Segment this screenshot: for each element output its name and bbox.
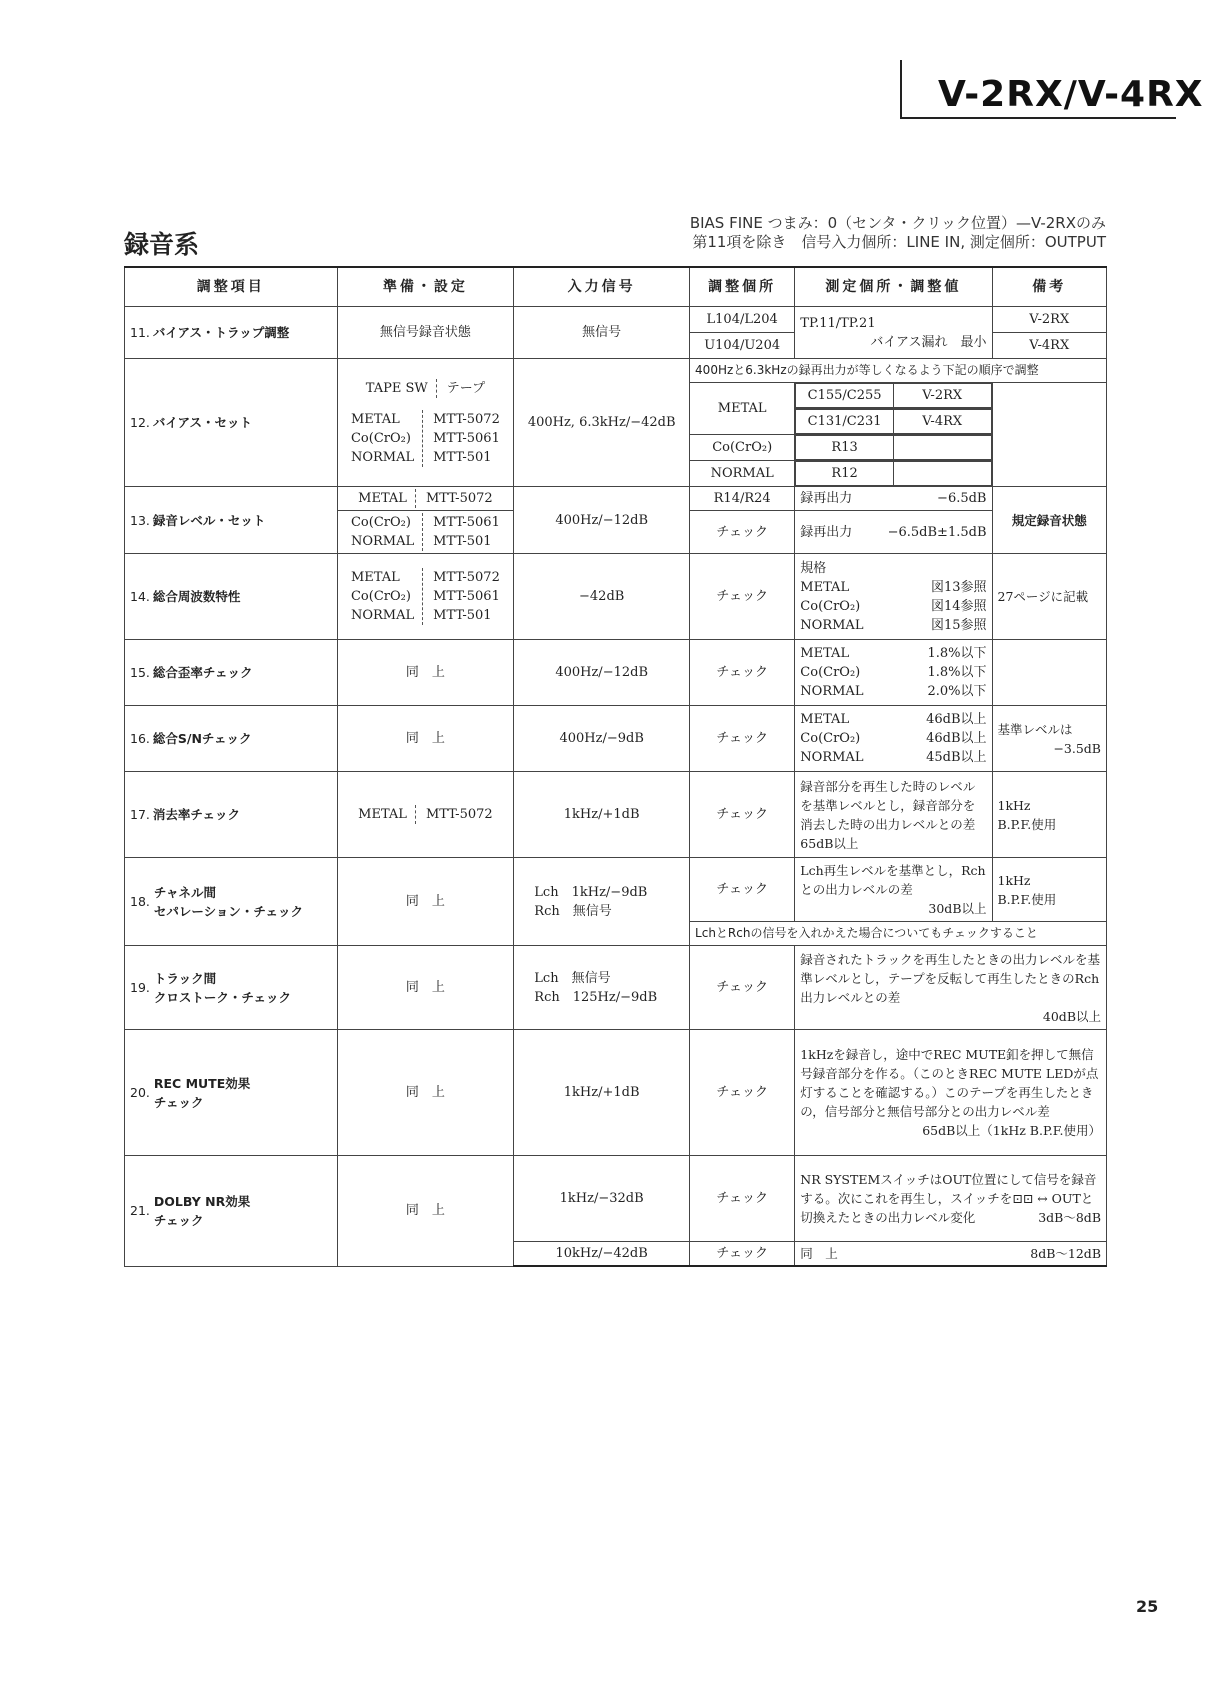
- measure-text: 同 上: [800, 1246, 838, 1261]
- item-label: セパレーション・チェック: [153, 903, 304, 919]
- swap-note: LchとRchの信号を入れかえた場合についてもチェックすること: [690, 922, 1107, 946]
- measure-cell: [795, 409, 992, 435]
- point-cell: チェック: [690, 1156, 795, 1242]
- input-line: Rch 無信号: [534, 903, 612, 919]
- remarks-cell: V-2RX: [992, 307, 1107, 333]
- point-cell: チェック: [690, 511, 795, 554]
- point-cell: チェック: [690, 946, 795, 1030]
- adjust-part: R13: [796, 436, 894, 460]
- item-cell: [125, 1156, 338, 1267]
- col-header-measure: 測定個所・調整値: [795, 267, 992, 307]
- item-cell: [125, 307, 338, 359]
- setting-cell: [337, 554, 514, 640]
- tape-type: Co(CrO₂): [350, 515, 411, 530]
- item-number: 13.: [130, 512, 150, 528]
- spec-value: 1.8%以下: [927, 665, 987, 680]
- setting-cell: 同 上: [337, 1030, 514, 1156]
- measure-cell: [795, 640, 992, 706]
- note-signal-points: 第11項を除き 信号入力個所：LINE IN, 測定個所：OUTPUT: [692, 233, 1106, 251]
- item-label: トラック間: [153, 970, 217, 986]
- measure-cell: [795, 461, 992, 487]
- setting-cell: 無信号録音状態: [337, 307, 514, 359]
- adjust-part: C155/C255: [796, 384, 894, 408]
- adjust-model: V-4RX: [893, 410, 991, 434]
- remarks-line: 基準レベルは: [997, 721, 1073, 737]
- point-cell: チェック: [690, 1242, 795, 1267]
- measure-text: 録音されたトラックを再生したときの出力レベルを基準レベルとし，テープを反転して再生したときのRch出力レベルとの差: [800, 951, 1101, 1005]
- adjust-model: V-2RX: [893, 384, 991, 408]
- tape-type: NORMAL: [350, 534, 415, 549]
- spec-tape: Co(CrO₂): [800, 598, 861, 614]
- input-cell: 400Hz/−9dB: [514, 706, 690, 772]
- setting-cell: 同 上: [337, 1156, 514, 1267]
- tape-type: METAL: [358, 491, 407, 506]
- remarks-line: 1kHz: [997, 872, 1031, 888]
- point-cell: METAL: [690, 383, 795, 435]
- input-cell: 1kHz/−32dB: [514, 1156, 690, 1242]
- input-cell: −42dB: [514, 554, 690, 640]
- spec-value: 45dB以上: [926, 750, 987, 765]
- test-tape: MTT-5072: [433, 411, 500, 427]
- point-cell: チェック: [690, 554, 795, 640]
- measure-value: −6.5dB±1.5dB: [887, 524, 987, 540]
- remarks-cell: [992, 706, 1107, 772]
- remarks-cell: 27ページに記載: [992, 554, 1107, 640]
- tape-type: METAL: [350, 411, 400, 427]
- item-number: 20.: [130, 1085, 150, 1100]
- item-cell: [125, 706, 338, 772]
- item-number: 12.: [130, 415, 150, 430]
- remarks-cell: [992, 383, 1107, 487]
- point-cell: チェック: [690, 706, 795, 772]
- item-label: 総合周波数特性: [152, 589, 241, 604]
- measure-value: 8dB〜12dB: [1030, 1246, 1101, 1261]
- item-number: 17.: [130, 807, 150, 822]
- spec-tape: METAL: [800, 646, 850, 661]
- item-label: バイアス・トラップ調整: [152, 325, 290, 340]
- col-header-point: 調整個所: [690, 267, 795, 307]
- item-label: 総合S/Nチェック: [152, 731, 252, 746]
- tape-type: NORMAL: [350, 608, 415, 623]
- table-row: [125, 1156, 1107, 1242]
- measure-cell: [795, 383, 992, 409]
- table-row: [125, 640, 1107, 706]
- input-cell: 400Hz/−12dB: [514, 640, 690, 706]
- adjustment-table: [124, 266, 1107, 1267]
- measure-label: 録再出力: [800, 524, 853, 540]
- adjust-part: R12: [796, 462, 894, 486]
- point-cell: R14/R24: [690, 487, 795, 511]
- point-cell: チェック: [690, 1030, 795, 1156]
- item-cell: [125, 554, 338, 640]
- measure-point: TP.11/TP.21: [800, 315, 876, 331]
- measure-text: 1kHzを録音し，途中でREC MUTE釦を押して無信号録音部分を作る。（このときREC MUTE LEDが点灯することを確認する。）このテープを再生したときの，信号部分と無信号部分との出力レベル差: [800, 1047, 1099, 1119]
- measure-value: −6.5dB: [937, 491, 987, 506]
- measure-value: 65dB以上（1kHz B.P.F.使用）: [922, 1123, 1101, 1138]
- test-tape: MTT-5072: [415, 805, 493, 824]
- item-cell: [125, 487, 338, 554]
- input-cell: 10kHz/−42dB: [514, 1242, 690, 1267]
- table-row: [125, 307, 1107, 333]
- input-cell: [514, 858, 690, 946]
- measure-cell: [795, 511, 992, 554]
- spec-tape: Co(CrO₂): [800, 731, 861, 746]
- measure-value: バイアス漏れ 最小: [870, 334, 987, 350]
- item-cell: [125, 946, 338, 1030]
- title-rule: [900, 117, 1176, 119]
- remarks-cell: [992, 772, 1107, 858]
- spec-tape: NORMAL: [800, 684, 864, 699]
- item-label: チェック: [153, 1212, 204, 1228]
- point-cell: NORMAL: [690, 461, 795, 487]
- test-tape: MTT-5061: [433, 430, 500, 446]
- spec-value: 図13参照: [930, 579, 987, 595]
- tape-sw-row: [343, 379, 509, 398]
- input-cell: 無信号: [514, 307, 690, 359]
- measure-value: 30dB以上: [928, 901, 987, 916]
- table-header-row: [125, 267, 1107, 307]
- item-number: 18.: [130, 894, 150, 909]
- remarks-line: B.P.F.使用: [997, 891, 1057, 907]
- item-cell: [125, 640, 338, 706]
- table-row: [125, 359, 1107, 383]
- remarks-line: B.P.F.使用: [997, 816, 1057, 832]
- test-tape: MTT-5061: [433, 589, 500, 604]
- measure-text: 録音部分を再生した時のレベルを基準レベルとし，録音部分を消去した時の出力レベルとの差: [800, 778, 976, 832]
- measure-cell: [795, 435, 992, 461]
- item-label: チェック: [153, 1094, 204, 1110]
- spec-value: 46dB以上: [926, 712, 987, 727]
- item-cell: [125, 1030, 338, 1156]
- measure-cell: [795, 1156, 1107, 1242]
- point-cell: U104/U204: [690, 333, 795, 359]
- remarks-cell: [992, 858, 1107, 922]
- spec-value: 2.0%以下: [927, 684, 987, 699]
- page-number: 25: [1136, 1597, 1159, 1616]
- setting-cell: [337, 511, 514, 554]
- table-row: [125, 1030, 1107, 1156]
- setting-cell: 同 上: [337, 706, 514, 772]
- input-line: Lch 1kHz/−9dB: [534, 884, 648, 900]
- measure-cell: [795, 307, 992, 359]
- table-row: [125, 772, 1107, 858]
- col-header-item: 調整項目: [125, 267, 338, 307]
- input-cell: 400Hz, 6.3kHz/−42dB: [514, 359, 690, 487]
- table-row: [125, 858, 1107, 922]
- col-header-remarks: 備考: [992, 267, 1107, 307]
- section-title: 録音系: [124, 230, 200, 259]
- tape-list: [343, 410, 509, 467]
- item-label: 消去率チェック: [152, 807, 241, 822]
- remarks-cell: [992, 640, 1107, 706]
- item-cell: [125, 359, 338, 487]
- measure-cell: [795, 1030, 1107, 1156]
- measure-cell: [795, 772, 992, 858]
- adjust-part: C131/C231: [796, 410, 894, 434]
- test-tape: MTT-5072: [433, 570, 500, 585]
- point-cell: チェック: [690, 772, 795, 858]
- col-header-setting: 準備・設定: [337, 267, 514, 307]
- setting-cell: [337, 487, 514, 511]
- test-tape: MTT-501: [433, 534, 492, 549]
- item-label: バイアス・セット: [152, 415, 253, 430]
- point-cell: Co(CrO₂): [690, 435, 795, 461]
- measure-cell: [795, 554, 992, 640]
- point-cell: チェック: [690, 858, 795, 922]
- tape-type: METAL: [358, 807, 407, 822]
- item-label: 総合歪率チェック: [152, 665, 253, 680]
- item-label: DOLBY NR効果: [153, 1193, 251, 1209]
- spec-value: 図15参照: [930, 617, 987, 633]
- spec-tape: METAL: [800, 579, 850, 595]
- item-label: 録音レベル・セット: [152, 512, 266, 528]
- setting-cell: [337, 772, 514, 858]
- tape-sw-value: テープ: [436, 379, 485, 398]
- setting-cell: 同 上: [337, 946, 514, 1030]
- setting-cell: [337, 359, 514, 487]
- bias-set-banner: 400Hzと6.3kHzの録再出力が等しくなるよう下記の順序で調整: [690, 359, 1107, 383]
- measure-cell: [795, 946, 1107, 1030]
- measure-value: 40dB以上: [1042, 1008, 1101, 1024]
- item-number: 16.: [130, 731, 150, 746]
- point-cell: チェック: [690, 640, 795, 706]
- measure-text: Lch再生レベルを基準とし，Rchとの出力レベルの差: [800, 863, 986, 897]
- item-label: クロストーク・チェック: [153, 989, 292, 1005]
- table-row: [125, 706, 1107, 772]
- spec-tape: NORMAL: [800, 750, 864, 765]
- measure-text: NR SYSTEMスイッチはOUT位置にして信号を録音する。次にこれを再生し，スイッチを⊡⊡ ↔ OUTと切換えたときの出力レベル変化: [800, 1172, 1097, 1225]
- input-line: Rch 125Hz/−9dB: [534, 989, 658, 1005]
- test-tape: MTT-501: [433, 449, 492, 465]
- table-row: [125, 946, 1107, 1030]
- input-cell: 1kHz/+1dB: [514, 772, 690, 858]
- spec-value: 1.8%以下: [927, 646, 987, 661]
- item-number: 15.: [130, 665, 150, 680]
- note-bias-fine: BIAS FINE つまみ：0（センタ・クリック位置）—V-2RXのみ: [689, 214, 1106, 232]
- spec-tape: Co(CrO₂): [800, 665, 861, 680]
- table-row: [125, 554, 1107, 640]
- item-cell: [125, 858, 338, 946]
- spec-label: 規格: [800, 560, 827, 576]
- remarks-line: −3.5dB: [1053, 740, 1101, 756]
- test-tape: MTT-501: [433, 608, 492, 623]
- item-cell: [125, 772, 338, 858]
- tape-type: Co(CrO₂): [350, 589, 411, 604]
- tape-type: METAL: [350, 570, 400, 585]
- setting-cell: 同 上: [337, 640, 514, 706]
- measure-value: 65dB以上: [800, 835, 859, 851]
- item-label: チャネル間: [153, 884, 217, 900]
- measure-cell: [795, 858, 992, 922]
- input-line: Lch 無信号: [534, 970, 611, 986]
- table-row: [125, 487, 1107, 511]
- measure-cell: [795, 487, 992, 511]
- measure-cell: [795, 1242, 1107, 1267]
- item-number: 14.: [130, 589, 150, 604]
- remarks-cell: V-4RX: [992, 333, 1107, 359]
- spec-value: 図14参照: [930, 598, 987, 614]
- col-header-input: 入力信号: [514, 267, 690, 307]
- title-rule: [900, 60, 902, 118]
- point-cell: L104/L204: [690, 307, 795, 333]
- input-cell: [514, 946, 690, 1030]
- spec-tape: NORMAL: [800, 617, 864, 633]
- setting-cell: 同 上: [337, 858, 514, 946]
- tape-type: Co(CrO₂): [350, 430, 411, 446]
- item-number: 21.: [130, 1203, 150, 1219]
- measure-label: 録再出力: [800, 491, 853, 506]
- input-cell: 1kHz/+1dB: [514, 1030, 690, 1156]
- item-label: REC MUTE効果: [153, 1075, 251, 1091]
- spec-value: 46dB以上: [926, 731, 987, 746]
- test-tape: MTT-5061: [433, 515, 500, 530]
- test-tape: MTT-5072: [415, 489, 493, 508]
- item-number: 19.: [130, 980, 150, 995]
- tape-type: NORMAL: [350, 449, 415, 465]
- measure-value: 3dB〜8dB: [1038, 1210, 1101, 1225]
- spec-tape: METAL: [800, 712, 850, 727]
- measure-cell: [795, 706, 992, 772]
- remarks-cell: 規定録音状態: [992, 487, 1107, 554]
- item-number: 11.: [130, 325, 150, 340]
- remarks-line: 1kHz: [997, 797, 1031, 813]
- input-cell: 400Hz/−12dB: [514, 487, 690, 554]
- tape-sw-label: TAPE SW: [365, 380, 428, 396]
- model-title: V-2RX/V-4RX: [938, 74, 1204, 115]
